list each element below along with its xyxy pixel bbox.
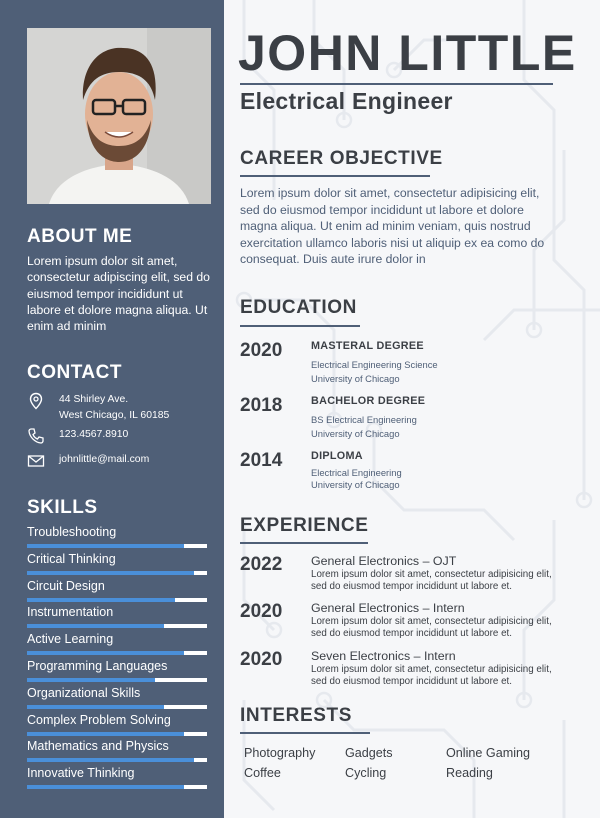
skill-bar-fill <box>27 544 184 548</box>
address-line-1: 44 Shirley Ave. <box>59 394 129 405</box>
skill-item <box>27 712 207 739</box>
interest-item: Reading <box>446 766 493 780</box>
skill-item <box>27 631 207 658</box>
interest-item: Online Gaming <box>446 746 530 760</box>
experience-position: General Electronics – OJT <box>311 554 457 568</box>
skill-bar-fill <box>27 598 175 602</box>
skill-item <box>27 765 207 792</box>
skill-bar-fill <box>27 571 194 575</box>
about-text: Lorem ipsum dolor sit amet, consectetur adipiscing elit, sed do eiusmod tempor incididunt ut labore et dolore magna aliqua. Ut enim ad minim <box>27 254 210 334</box>
skill-label: Instrumentation <box>27 605 114 620</box>
sidebar <box>0 0 224 818</box>
contact-heading: CONTACT <box>27 362 122 383</box>
person-title: Electrical Engineer <box>240 88 453 114</box>
skill-bar-track <box>27 651 207 655</box>
education-degree: BACHELOR DEGREE <box>311 395 426 407</box>
experience-description: Lorem ipsum dolor sit amet, consectetur adipisicing elit, sed do eiusmod tempor incididunt ut labore et. <box>311 616 552 639</box>
education-field: Electrical Engineering Science <box>311 359 438 370</box>
interest-item: Photography <box>244 746 316 760</box>
skill-bar-fill <box>27 651 184 655</box>
skill-item <box>27 685 207 712</box>
education-field: Electrical Engineering <box>311 467 402 478</box>
location-pin-icon <box>27 392 45 410</box>
career-objective-text: Lorem ipsum dolor sit amet, consectetur adipisicing elit, sed do eiusmod tempor incididunt ut labore et dolore magna aliqua. Ut enim ad minim veniam, quis nostrud exercitation ullamco laboris nisi ut aliquip ex ea como do consequat. Duis aute irure dolor in <box>240 186 545 266</box>
skill-bar-track <box>27 678 207 682</box>
experience-divider <box>240 542 368 544</box>
phone-icon <box>27 427 45 445</box>
skill-item <box>27 578 207 605</box>
education-item <box>240 395 560 441</box>
career-objective-heading: CAREER OBJECTIVE <box>240 148 443 169</box>
skill-bar-track <box>27 598 207 602</box>
experience-year: 2020 <box>240 601 283 622</box>
experience-item <box>240 554 560 594</box>
education-item <box>240 340 560 386</box>
skill-bar-track <box>27 705 207 709</box>
skill-item <box>27 551 207 578</box>
person-name: JOHN LITTLE <box>238 25 577 81</box>
skill-bar-track <box>27 758 207 762</box>
skill-label: Critical Thinking <box>27 551 116 566</box>
skill-bar-fill <box>27 678 155 682</box>
experience-heading: EXPERIENCE <box>240 515 369 536</box>
profile-photo-illustration <box>27 28 211 204</box>
interests-divider <box>240 732 370 734</box>
skill-label: Circuit Design <box>27 578 105 593</box>
profile-photo <box>27 28 211 204</box>
experience-description: Lorem ipsum dolor sit amet, consectetur adipisicing elit, sed do eiusmod tempor incididunt ut labore et. <box>311 569 552 592</box>
envelope-icon <box>27 452 45 470</box>
interest-item: Coffee <box>244 766 281 780</box>
education-item <box>240 450 560 496</box>
skill-bar-fill <box>27 732 184 736</box>
education-heading: EDUCATION <box>240 297 357 318</box>
skill-bar-track <box>27 571 207 575</box>
skill-label: Innovative Thinking <box>27 766 135 781</box>
experience-description: Lorem ipsum dolor sit amet, consectetur adipisicing elit, sed do eiusmod tempor incididunt ut labore et. <box>311 664 552 687</box>
education-divider <box>240 325 360 327</box>
experience-item <box>240 649 560 689</box>
skill-item <box>27 658 207 685</box>
contact-email <box>27 452 217 470</box>
experience-position: Seven Electronics – Intern <box>311 649 456 663</box>
skill-bar-track <box>27 544 207 548</box>
skill-label: Organizational Skills <box>27 685 141 700</box>
skill-bar-fill <box>27 785 184 789</box>
phone-number: 123.4567.8910 <box>59 429 129 440</box>
interest-item: Gadgets <box>345 746 393 760</box>
experience-item <box>240 601 560 641</box>
education-year: 2014 <box>240 450 283 471</box>
skills-heading: SKILLS <box>27 497 98 518</box>
skill-label: Programming Languages <box>27 658 168 673</box>
experience-year: 2022 <box>240 554 283 575</box>
education-field: BS Electrical Engineering <box>311 414 417 425</box>
skill-label: Troubleshooting <box>27 525 117 539</box>
contact-phone <box>27 427 217 445</box>
skill-item <box>27 738 207 765</box>
education-school: University of Chicago <box>311 428 400 439</box>
skill-bar-fill <box>27 758 194 762</box>
skill-label: Mathematics and Physics <box>27 739 169 754</box>
email-address: johnlittle@mail.com <box>59 454 150 465</box>
skill-bar-fill <box>27 624 164 628</box>
skills-list <box>27 524 207 792</box>
skill-bar-track <box>27 732 207 736</box>
education-school: University of Chicago <box>311 373 400 384</box>
about-heading: ABOUT ME <box>27 226 133 247</box>
interest-item: Cycling <box>345 766 387 780</box>
address-line-2: West Chicago, IL 60185 <box>59 409 170 421</box>
skill-bar-fill <box>27 705 164 709</box>
education-year: 2018 <box>240 395 283 416</box>
skill-bar-track <box>27 785 207 789</box>
skill-item <box>27 604 207 631</box>
experience-position: General Electronics – Intern <box>311 601 465 615</box>
education-degree: DIPLOMA <box>311 450 363 462</box>
skill-item <box>27 524 207 551</box>
experience-year: 2020 <box>240 649 283 670</box>
education-degree: MASTERAL DEGREE <box>311 340 424 352</box>
skill-bar-track <box>27 624 207 628</box>
name-divider <box>240 83 553 85</box>
education-year: 2020 <box>240 340 283 361</box>
contact-address <box>27 392 217 423</box>
education-school: University of Chicago <box>311 479 400 490</box>
skill-label: Complex Problem Solving <box>27 712 171 727</box>
skill-label: Active Learning <box>27 632 114 647</box>
interests-heading: INTERESTS <box>240 705 353 726</box>
career-objective-divider <box>240 175 430 177</box>
